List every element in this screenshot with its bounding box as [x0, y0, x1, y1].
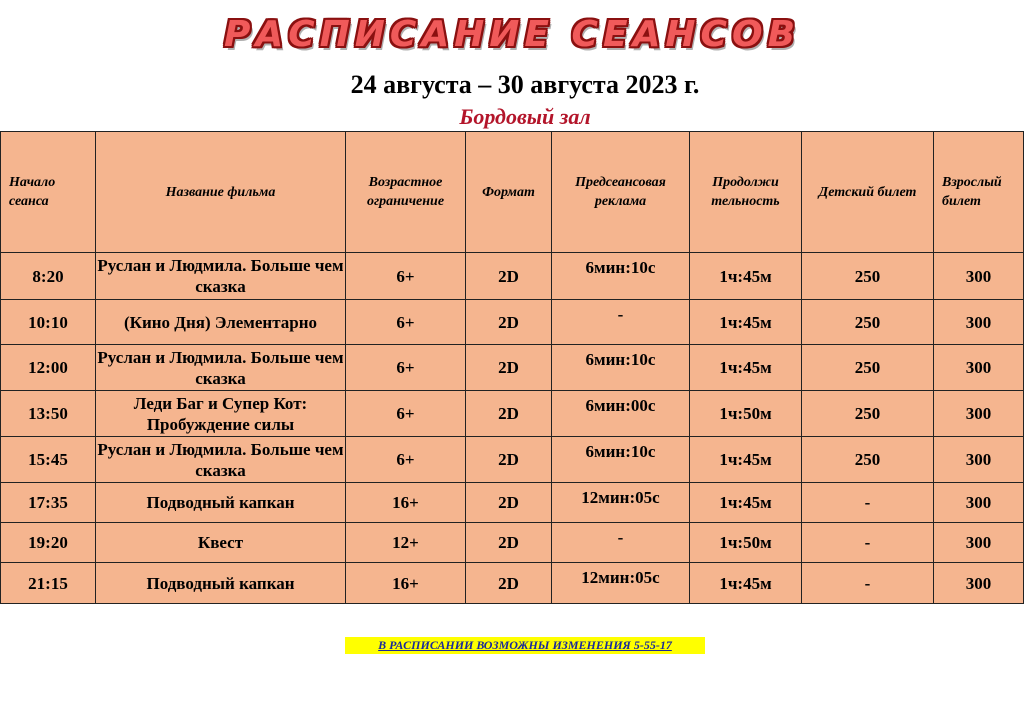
duration-cell: 1ч:45м [689, 482, 802, 523]
start-time-cell: 12:00 [0, 344, 96, 391]
adult-ticket-cell: 300 [933, 562, 1024, 604]
ads-cell: 6мин:00с [551, 390, 690, 437]
ads-cell: 12мин:05с [551, 482, 690, 523]
child-ticket-cell: - [801, 522, 934, 563]
adult-ticket-cell: 300 [933, 390, 1024, 437]
column-time [0, 131, 96, 604]
start-time-cell: 8:20 [0, 252, 96, 300]
duration-cell: 1ч:50м [689, 390, 802, 437]
adult-ticket-cell: 300 [933, 522, 1024, 563]
column-duration [689, 131, 802, 604]
header-movie: Название фильма [95, 131, 346, 253]
adult-ticket-cell: 300 [933, 482, 1024, 523]
start-time-cell: 19:20 [0, 522, 96, 563]
format-cell: 2D [465, 252, 552, 300]
schedule-title: РАСПИСАНИЕ СЕАНСОВ [223, 14, 801, 55]
movie-title-cell: Подводный капкан [95, 562, 346, 604]
age-limit-cell: 6+ [345, 436, 466, 483]
child-ticket-cell: - [801, 482, 934, 523]
start-time-cell: 21:15 [0, 562, 96, 604]
movie-title-cell: Подводный капкан [95, 482, 346, 523]
hall-name: Бордовый зал [459, 104, 591, 129]
age-limit-cell: 16+ [345, 562, 466, 604]
ads-cell: - [551, 299, 690, 345]
age-limit-cell: 6+ [345, 299, 466, 345]
movie-title-cell: Руслан и Людмила. Больше чем сказка [95, 436, 346, 483]
child-ticket-cell: 250 [801, 390, 934, 437]
column-ads [551, 131, 690, 604]
age-limit-cell: 6+ [345, 252, 466, 300]
format-cell: 2D [465, 482, 552, 523]
header-child: Детский билет [801, 131, 934, 253]
format-cell: 2D [465, 562, 552, 604]
adult-ticket-cell: 300 [933, 299, 1024, 345]
column-age [345, 131, 466, 604]
start-time-cell: 10:10 [0, 299, 96, 345]
ads-cell: 6мин:10с [551, 344, 690, 391]
age-limit-cell: 16+ [345, 482, 466, 523]
schedule-table [0, 131, 1024, 604]
column-child [801, 131, 934, 604]
start-time-cell: 15:45 [0, 436, 96, 483]
date-range: 24 августа – 30 августа 2023 г. [350, 70, 700, 99]
child-ticket-cell: 250 [801, 299, 934, 345]
schedule-notice: В РАСПИСАНИИ ВОЗМОЖНЫ ИЗМЕНЕНИЯ 5-55-17 [345, 637, 705, 654]
header-duration: Продолжи тельность [689, 131, 802, 253]
age-limit-cell: 6+ [345, 344, 466, 391]
ads-cell: - [551, 522, 690, 563]
movie-title-cell: (Кино Дня) Элементарно [95, 299, 346, 345]
header-age: Возрастное ограничение [345, 131, 466, 253]
movie-title-cell: Руслан и Людмила. Больше чем сказка [95, 252, 346, 300]
age-limit-cell: 6+ [345, 390, 466, 437]
header-adult: Взрослый билет [933, 131, 1024, 253]
header-time: Начало сеанса [0, 131, 96, 253]
duration-cell: 1ч:50м [689, 522, 802, 563]
header-format: Формат [465, 131, 552, 253]
adult-ticket-cell: 300 [933, 344, 1024, 391]
format-cell: 2D [465, 522, 552, 563]
adult-ticket-cell: 300 [933, 436, 1024, 483]
age-limit-cell: 12+ [345, 522, 466, 563]
duration-cell: 1ч:45м [689, 344, 802, 391]
movie-title-cell: Леди Баг и Супер Кот: Пробуждение силы [95, 390, 346, 437]
ads-cell: 6мин:10с [551, 436, 690, 483]
format-cell: 2D [465, 390, 552, 437]
format-cell: 2D [465, 344, 552, 391]
child-ticket-cell: 250 [801, 344, 934, 391]
movie-title-cell: Квест [95, 522, 346, 563]
ads-cell: 12мин:05с [551, 562, 690, 604]
child-ticket-cell: 250 [801, 436, 934, 483]
start-time-cell: 17:35 [0, 482, 96, 523]
start-time-cell: 13:50 [0, 390, 96, 437]
column-format [465, 131, 552, 604]
format-cell: 2D [465, 436, 552, 483]
child-ticket-cell: 250 [801, 252, 934, 300]
child-ticket-cell: - [801, 562, 934, 604]
duration-cell: 1ч:45м [689, 299, 802, 345]
duration-cell: 1ч:45м [689, 562, 802, 604]
duration-cell: 1ч:45м [689, 252, 802, 300]
movie-title-cell: Руслан и Людмила. Больше чем сказка [95, 344, 346, 391]
header-ads: Предсеансовая реклама [551, 131, 690, 253]
format-cell: 2D [465, 299, 552, 345]
adult-ticket-cell: 300 [933, 252, 1024, 300]
column-adult [933, 131, 1024, 604]
duration-cell: 1ч:45м [689, 436, 802, 483]
column-movie [95, 131, 346, 604]
ads-cell: 6мин:10с [551, 252, 690, 300]
